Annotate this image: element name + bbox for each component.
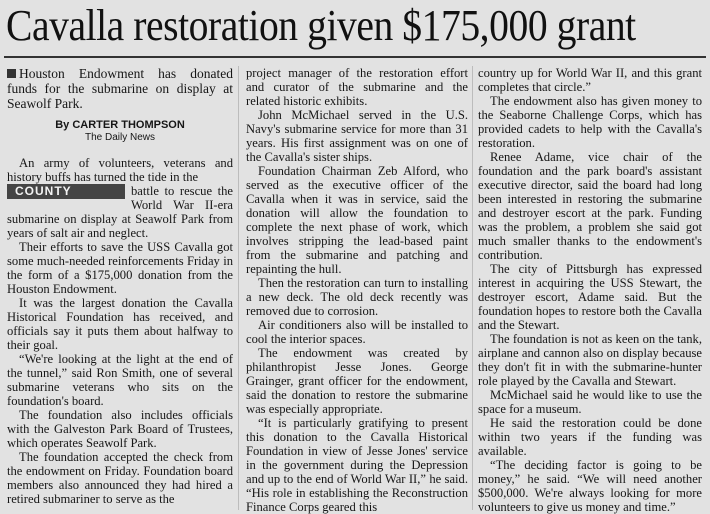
- paragraph: “We're looking at the light at the end of the tunnel,” said Ron Smith, one of several submarine veterans who sits on the foundation's board.: [7, 352, 233, 408]
- paragraph: The city of Pittsburgh has expressed interest in acquiring the USS Stewart, the destroyer escort, Adame said. But the foundation hopes to restore both the Cavalla and the Stewart.: [478, 262, 702, 332]
- paragraph: country up for World War II, and this grant completes that circle.”: [478, 66, 702, 94]
- paragraph: The foundation accepted the check from the endowment on Friday. Foundation board members also announced they had hired a retired submariner to serve as the: [7, 450, 233, 506]
- paragraph: McMichael said he would like to use the space for a museum.: [478, 388, 702, 416]
- publication-name: The Daily News: [84, 132, 156, 143]
- byline: By CARTER THOMPSON: [55, 119, 185, 131]
- paragraph: Their efforts to save the USS Cavalla got some much-needed reinforcements Friday in the form of a $175,000 donation from the Houston Endowment.: [7, 240, 233, 296]
- paragraph: project manager of the restoration effort and curator of the submarine and the related historic exhibits.: [246, 66, 468, 108]
- deck-text: Houston Endowment has donated funds for the submarine on display at Seawolf Park.: [7, 66, 233, 111]
- headline: Cavalla restoration given $175,000 grant: [6, 1, 636, 50]
- paragraph: The foundation is not as keen on the tank, airplane and cannon also on display because they don't fit in with the submarine-hunter role played by the Cavalla and Stewart.: [478, 332, 702, 388]
- section-tag: COUNTY: [7, 184, 125, 199]
- paragraph-lead: An army of volunteers, veterans and history buffs has turned the tide in the: [7, 156, 233, 184]
- paragraph-continued: battle to rescue the World War II-era submarine on display at Seawolf Park from years of salt air and neglect.: [7, 184, 233, 240]
- paragraph: The endowment also has given money to the Seaborne Challenge Corps, which has provided cadets to help with the Cavalla's restoration.: [478, 94, 702, 150]
- deck: [7, 66, 233, 111]
- paragraph: Renee Adame, vice chair of the foundation and the park board's assistant executive director, said the board had long been interested in restoring the submarine and destroyer escort at the park. Funding was the problem, a problem she said got much smaller thanks to the endowment's contribution.: [478, 150, 702, 262]
- column-3: [478, 66, 702, 514]
- column-2: [246, 66, 468, 514]
- paragraph: Then the restoration can turn to installing a new deck. The old deck recently was removed due to corrosion.: [246, 276, 468, 318]
- paragraph: “The deciding factor is going to be money,” he said. “We will need another $500,000. We're always looking for more volunteers to give us money and time.”: [478, 458, 702, 514]
- headline-rule: [4, 56, 706, 58]
- paragraph: “It is particularly gratifying to present this donation to the Cavalla Historical Foundation in view of Jesse Jones' service in the government during the Depression and up to the end of World War II,” he said. “His role in establishing the Reconstruction Finance Corps geared this: [246, 416, 468, 514]
- paragraph: He said the restoration could be done within two years if the funding was available.: [478, 416, 702, 458]
- paragraph: [7, 156, 233, 184]
- square-bullet-icon: [7, 69, 16, 78]
- paragraph: The foundation also includes officials with the Galveston Park Board of Trustees, which operates Seawolf Park.: [7, 408, 233, 450]
- paragraph: The endowment was created by philanthropist Jesse Jones. George Grainger, grant officer for the endowment, said the donation to restore the submarine was especially appropriate.: [246, 346, 468, 416]
- paragraph: Foundation Chairman Zeb Alford, who served as the executive officer of the Cavalla when it was in service, said the donation will allow the foundation to complete the next phase of work, which involves stripping the lead-based paint from the submarine and patching and repainting the hull.: [246, 164, 468, 276]
- paragraph: John McMichael served in the U.S. Navy's submarine service for more than 31 years. His first assignment was on one of the Cavalla's sister ships.: [246, 108, 468, 164]
- column-divider: [238, 66, 239, 510]
- paragraph: Air conditioners also will be installed to cool the interior spaces.: [246, 318, 468, 346]
- paragraph: It was the largest donation the Cavalla Historical Foundation has received, and officials say it puts them about halfway to their goal.: [7, 296, 233, 352]
- column-1: [7, 66, 233, 506]
- column-divider: [472, 66, 473, 510]
